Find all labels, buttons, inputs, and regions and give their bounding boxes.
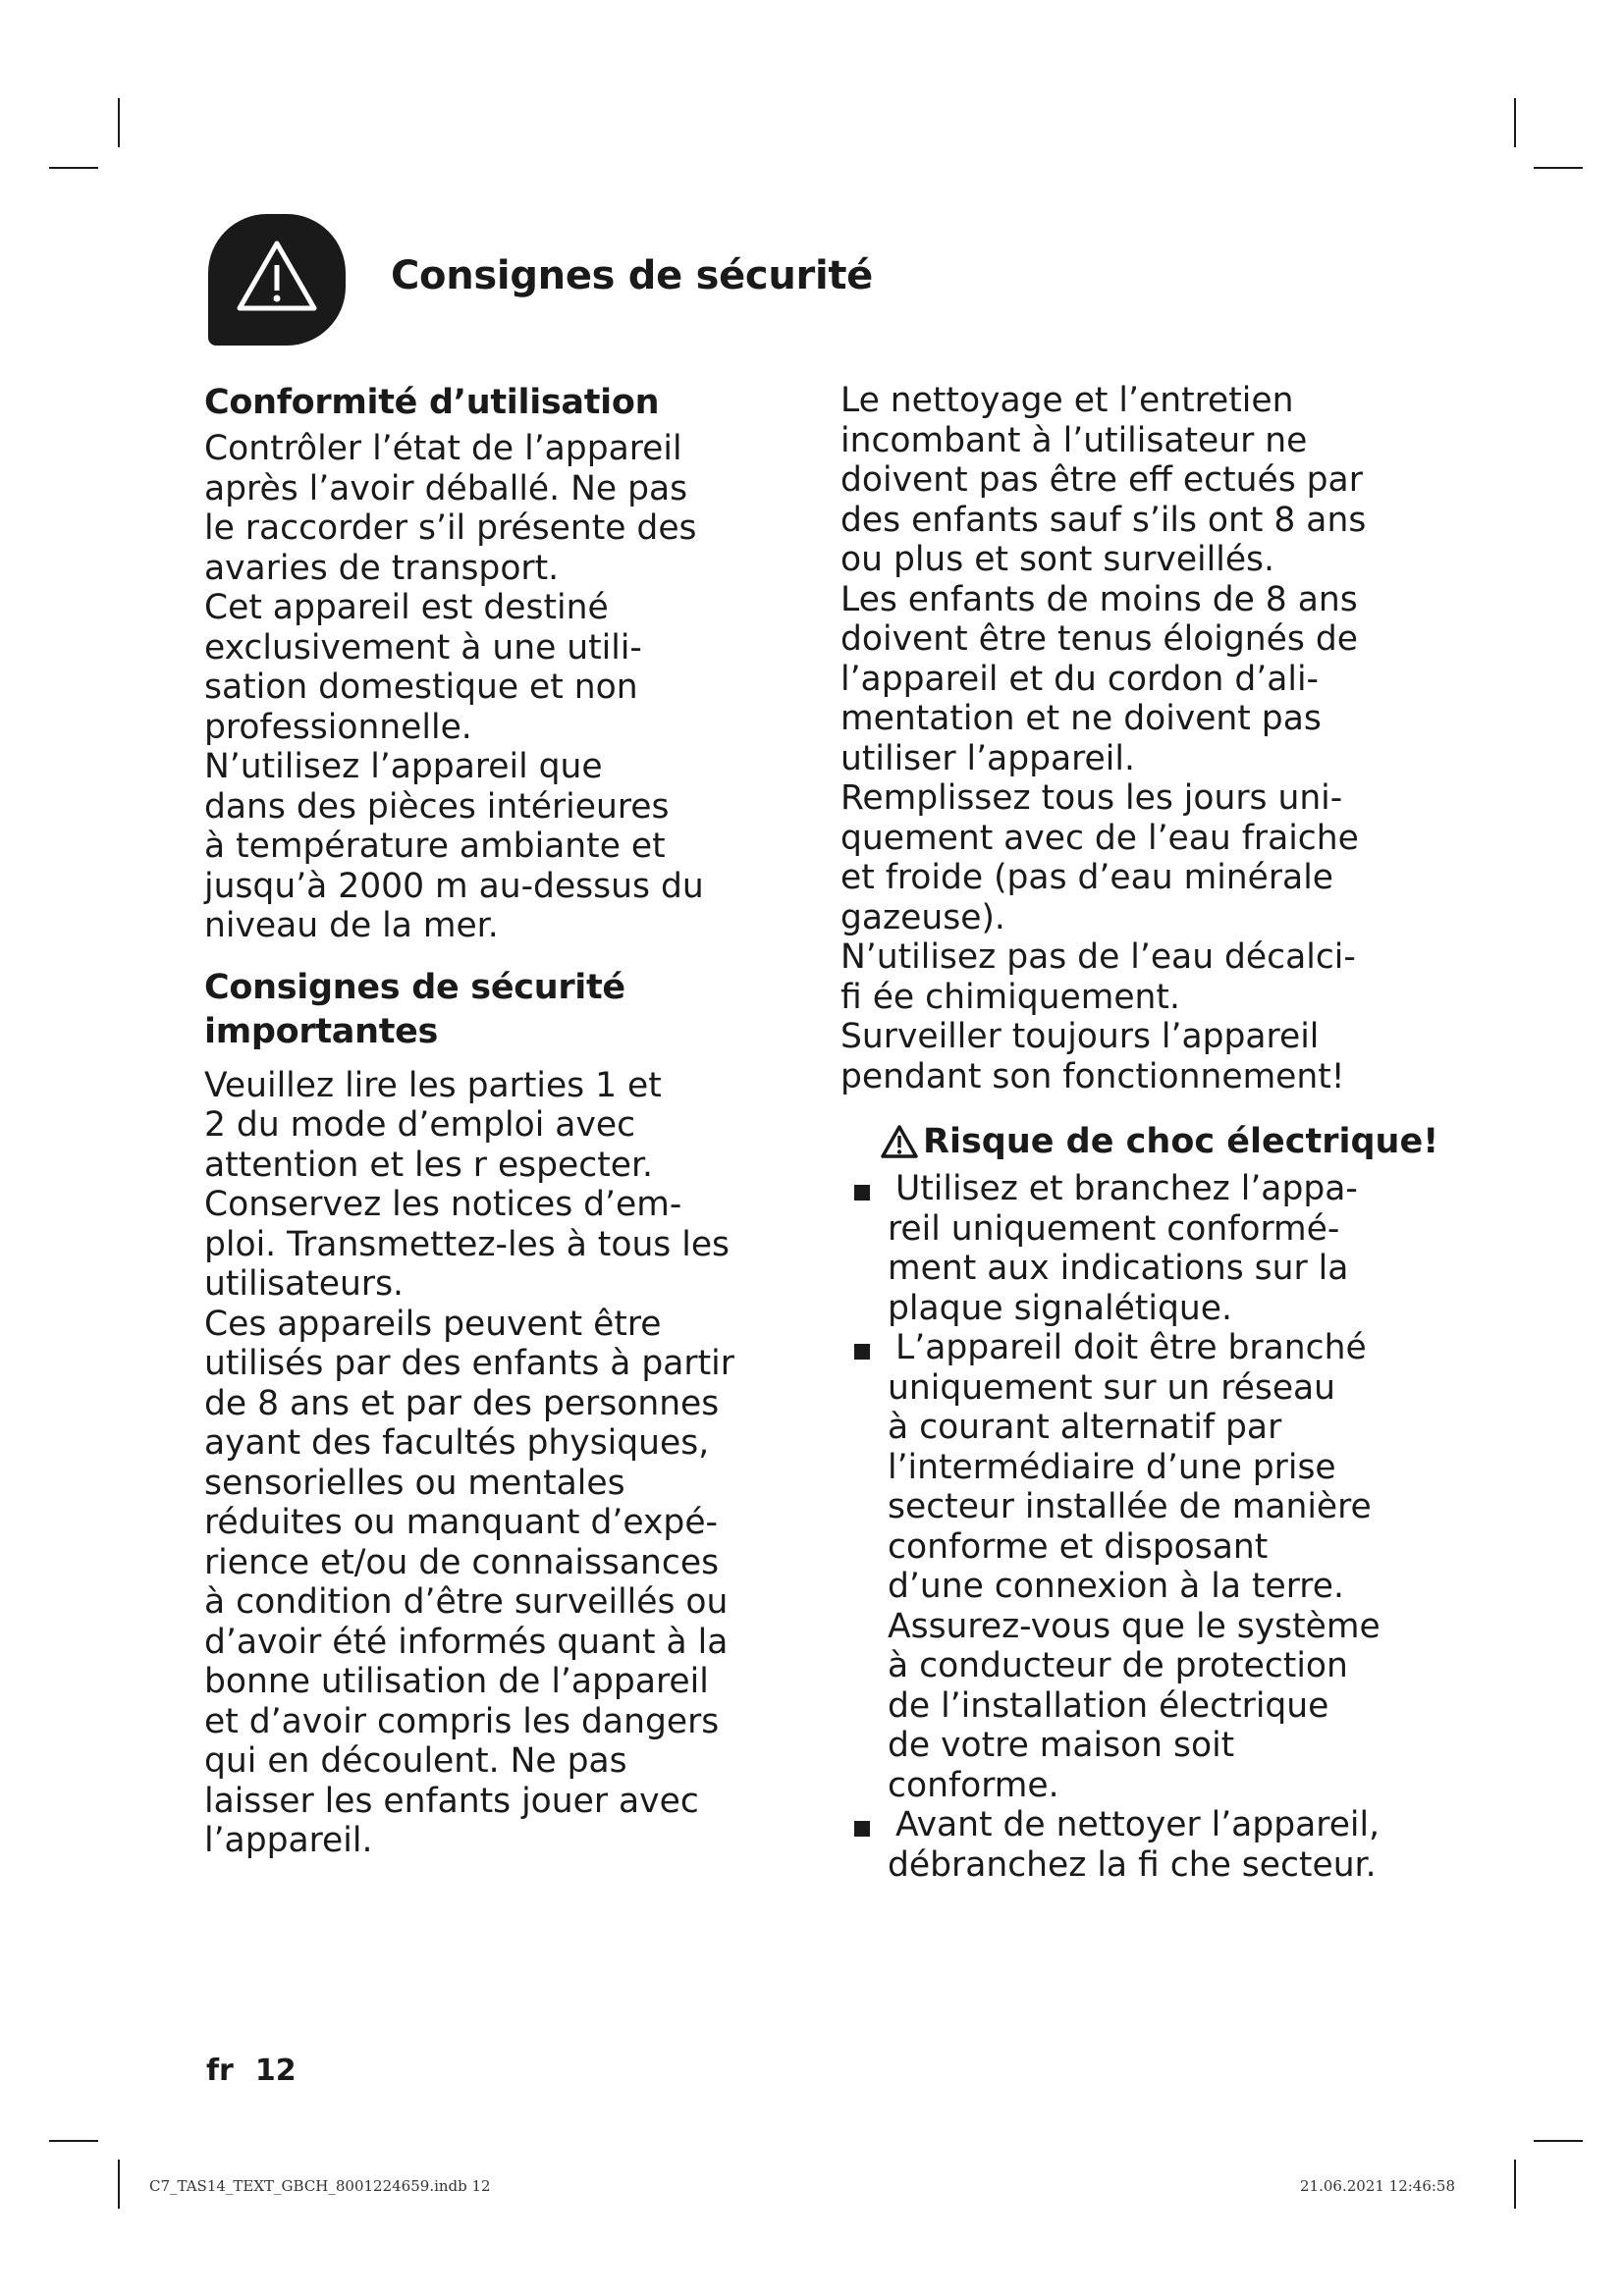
page-title: Consignes de sécurité (391, 253, 874, 298)
section-heading-importantes: Consignes de sécurité importantes (204, 967, 625, 1051)
print-timestamp: 21.06.2021 12:46:58 (1300, 2177, 1456, 2195)
section-heading-conformite: Conformité d’utilisation (204, 383, 660, 422)
right-column (840, 381, 1489, 1885)
bullet-square-icon (854, 1185, 870, 1201)
page-folio (206, 2054, 297, 2088)
bullet-square-icon (854, 1821, 870, 1837)
crop-mark (49, 167, 98, 169)
bullet-item: L’appareil doit être branché uniquement sur un réseau à courant alternatif par l’intermédiaire d’une prise secteur installée de manière conforme et disposant d’une connexion à la terre. Assurez-vous que le système à conducteur de protection de l’installation électrique de votre maison soit conforme. (840, 1328, 1489, 1805)
warning-icon (236, 238, 318, 316)
crop-mark (1514, 98, 1516, 147)
language-code: fr (206, 2054, 234, 2088)
page-number: 12 (254, 2054, 297, 2088)
warning-triangle-icon (880, 1124, 919, 1159)
paragraph-importantes: Veuillez lire les parties 1 et 2 du mode d’emploi avec attention et les r especter. Conservez les notices d’em- ploi. Transmettez-les à tous les utilisateurs. Ces appareils peuvent être utilisés par des enfants à partir de 8 ans et par des personnes ayant des facultés physiques, sensorielles ou mentales réduites ou manquant d’expé- rience et/ou de connaissances à condition d’être surveillés ou d’avoir été informés quant à la bonne utilisation de l’appareil et d’avoir compris les dangers qui en découlent. Ne pas laisser les enfants jouer avec l’appareil. (204, 1065, 734, 1860)
left-column (204, 381, 803, 1861)
paragraph-intro: Le nettoyage et l’entretien incombant à l’utilisateur ne doivent pas être eff ectués par des enfants sauf s’ils ont 8 ans ou plus et sont surveillés. Les enfants de moins de 8 ans doivent être tenus éloignés de l’appareil et du cordon d’ali- mentation et ne doivent pas utiliser l’appareil. Remplissez tous les jours uni- quement avec de l’eau fraiche et froide (pas d’eau minérale gazeuse). N’utilisez pas de l’eau décalci- fi ée chimiquement. Surveiller toujours l’appareil pendant son fonctionnement! (840, 381, 1367, 1096)
crop-mark (118, 98, 120, 147)
crop-mark (118, 2160, 120, 2209)
crop-mark (49, 2140, 98, 2142)
bullet-item: Utilisez et branchez l’appa- reil uniquement conformé- ment aux indications sur la plaque signalétique. (840, 1169, 1489, 1328)
paragraph-conformite: Contrôler l’état de l’appareil après l’avoir déballé. Ne pas le raccorder s’il présente des avaries de transport. Cet appareil est destiné exclusivement à une utili- sation domestique et non professionnelle. N’utilisez l’appareil que dans des pièces intérieures à température ambiante et jusqu’à 2000 m au-dessus du niveau de la mer. (204, 429, 704, 945)
file-slug: C7_TAS14_TEXT_GBCH_8001224659.indb 12 (149, 2177, 491, 2195)
crop-mark (1514, 2160, 1516, 2209)
risk-heading: Risque de choc électrique! (880, 1120, 1489, 1163)
crop-mark (1534, 167, 1583, 169)
warning-badge (208, 214, 346, 346)
bullet-item: Avant de nettoyer l’appareil, débranchez la fi che secteur. (840, 1805, 1489, 1885)
crop-mark (1534, 2140, 1583, 2142)
spacer (204, 946, 803, 966)
bullet-square-icon (854, 1344, 870, 1360)
